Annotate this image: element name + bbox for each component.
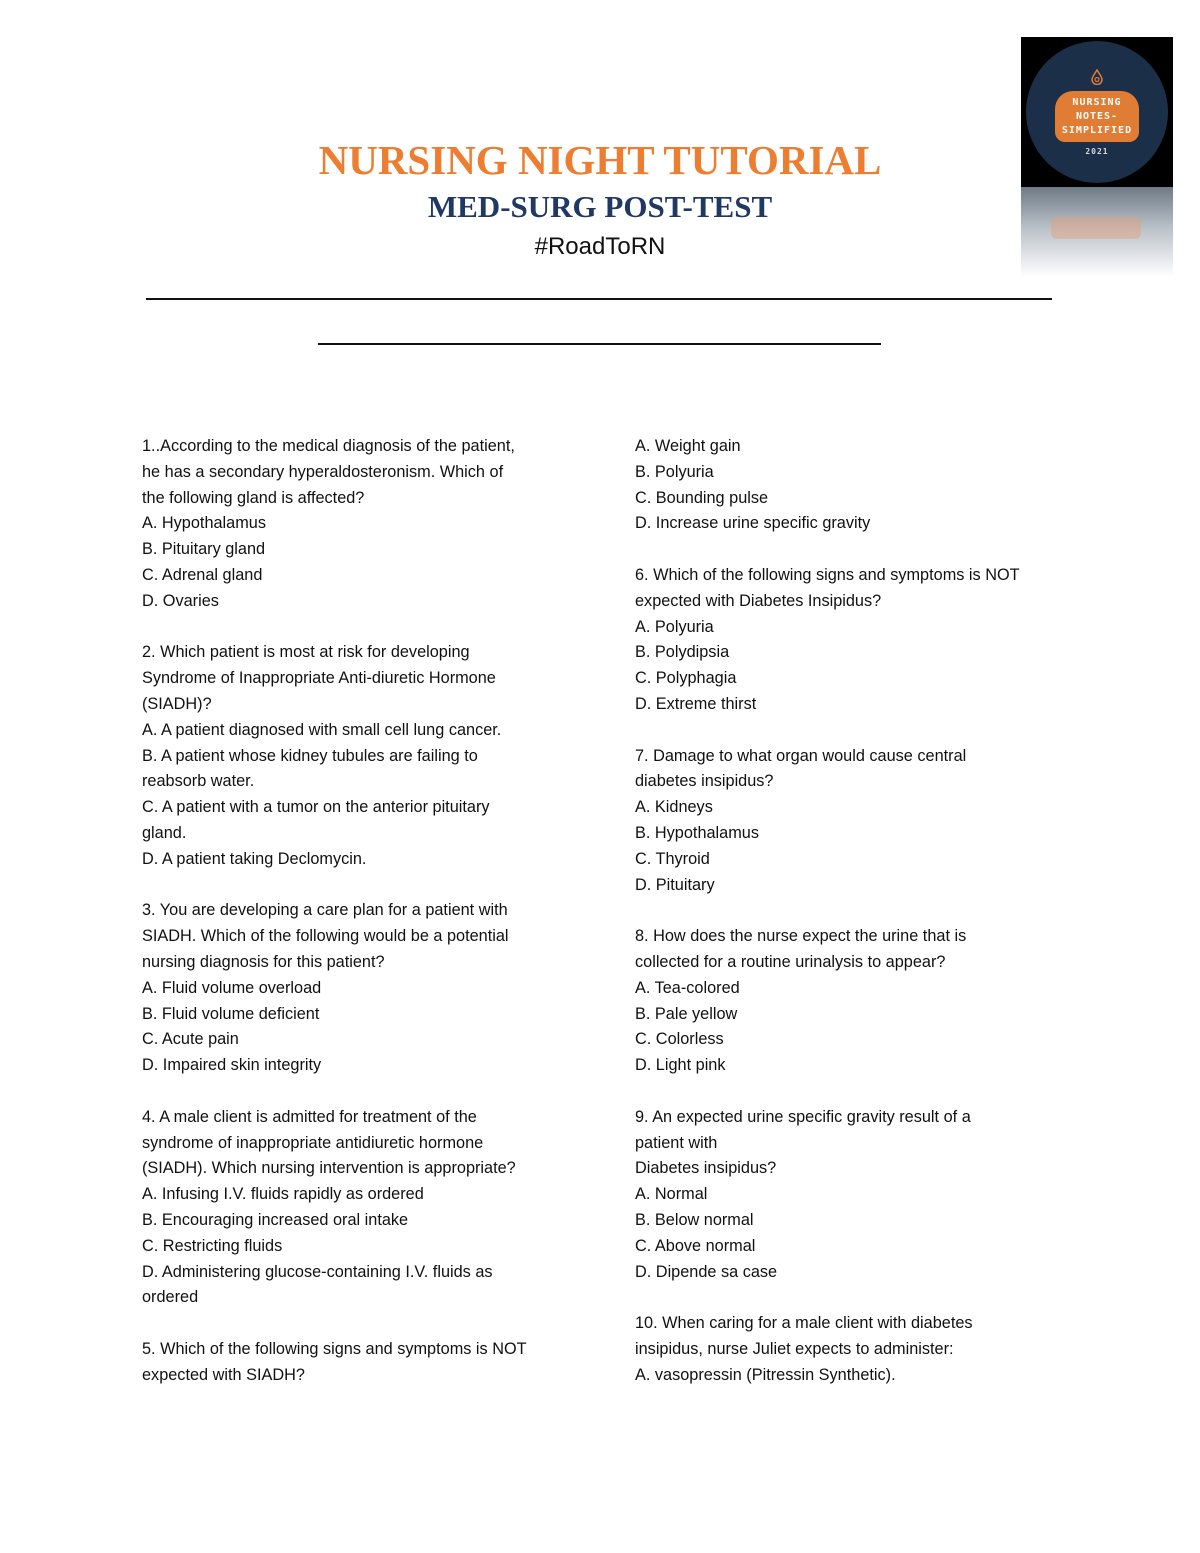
answer-option: A. Tea-colored <box>635 978 740 997</box>
answer-option: D. Ovaries <box>142 591 219 610</box>
answer-option: D. Extreme thirst <box>635 694 757 713</box>
page-title: NURSING NIGHT TUTORIAL <box>318 137 882 183</box>
answer-option: A. A patient diagnosed with small cell lung cancer. <box>142 720 502 739</box>
logo-badge <box>1055 91 1139 142</box>
answer-option: B. A patient whose kidney tubules are failing to <box>142 746 478 765</box>
question-stem-line: expected with Diabetes Insipidus? <box>635 591 882 610</box>
answer-option: C. Thyroid <box>635 849 710 868</box>
question-stem-line: 10. When caring for a male client with diabetes <box>635 1314 973 1333</box>
question-stem-line: (SIADH)? <box>142 694 212 713</box>
divider-line-bottom <box>318 343 881 345</box>
answer-option: B. Polydipsia <box>635 643 730 662</box>
answer-option: D. Light pink <box>635 1056 726 1075</box>
answer-option: C. Acute pain <box>142 1030 239 1049</box>
question-stem-line: patient with <box>635 1133 718 1152</box>
question-stem-line: collected for a routine urinalysis to appear? <box>635 952 946 971</box>
question-block <box>635 434 1075 537</box>
logo-text-line-2: NOTES- <box>1075 110 1119 122</box>
logo-year: 2021 <box>1085 146 1109 156</box>
answer-option: C. A patient with a tumor on the anterior pituitary <box>142 798 490 817</box>
question-block <box>142 434 582 615</box>
answer-option: A. vasopressin (Pitressin Synthetic). <box>635 1365 896 1384</box>
question-block <box>635 1311 1075 1388</box>
answer-option: B. Fluid volume deficient <box>142 1004 320 1023</box>
questions-column-left <box>142 434 582 1414</box>
answer-option: D. Impaired skin integrity <box>142 1056 322 1075</box>
question-stem-line: diabetes insipidus? <box>635 772 774 791</box>
question-block <box>142 1337 582 1389</box>
hashtag: #RoadToRN <box>534 233 666 260</box>
answer-option: C. Adrenal gland <box>142 565 263 584</box>
answer-option: B. Pale yellow <box>635 1004 738 1023</box>
question-stem-line: SIADH. Which of the following would be a potential <box>142 927 509 946</box>
answer-option: A. Normal <box>635 1185 708 1204</box>
answer-option: B. Polyuria <box>635 462 714 481</box>
question-block <box>142 1105 582 1311</box>
question-stem-line: Syndrome of Inappropriate Anti-diuretic Hormone <box>142 669 496 688</box>
question-stem-line: syndrome of inappropriate antidiuretic hormone <box>142 1133 484 1152</box>
answer-option: D. Increase urine specific gravity <box>635 514 871 533</box>
answer-option: D. Dipende sa case <box>635 1262 778 1281</box>
questions-column-right <box>635 434 1075 1414</box>
question-stem-line: (SIADH). Which nursing intervention is appropriate? <box>142 1159 516 1178</box>
question-stem-line: expected with SIADH? <box>142 1365 305 1384</box>
answer-option: C. Restricting fluids <box>142 1236 283 1255</box>
page-header <box>0 136 1200 262</box>
answer-option: A. Fluid volume overload <box>142 978 322 997</box>
question-stem-line: insipidus, nurse Juliet expects to administer: <box>635 1339 954 1358</box>
question-stem-line: nursing diagnosis for this patient? <box>142 952 385 971</box>
question-stem-line: 8. How does the nurse expect the urine that is <box>635 927 967 946</box>
answer-option: B. Pituitary gland <box>142 540 266 559</box>
question-stem-line: 9. An expected urine specific gravity result of a <box>635 1107 971 1126</box>
question-stem-line: Diabetes insipidus? <box>635 1159 777 1178</box>
answer-option: A. Hypothalamus <box>142 514 266 533</box>
answer-option: gland. <box>142 823 187 842</box>
question-stem-line: he has a secondary hyperaldosteronism. Which of <box>142 462 504 481</box>
logo-text-line-3: SIMPLIFIED <box>1061 124 1133 136</box>
question-block <box>635 924 1075 1079</box>
answer-option: D. A patient taking Declomycin. <box>142 849 367 868</box>
answer-option: B. Hypothalamus <box>635 823 759 842</box>
droplet-icon <box>1089 69 1105 85</box>
answer-option: A. Infusing I.V. fluids rapidly as ordered <box>142 1185 424 1204</box>
divider-line-top <box>146 298 1052 300</box>
logo-text-line-1: NURSING <box>1072 96 1122 108</box>
question-stem-line: 3. You are developing a care plan for a patient with <box>142 901 508 920</box>
answer-option: C. Colorless <box>635 1030 724 1049</box>
question-stem-line: 2. Which patient is most at risk for developing <box>142 643 470 662</box>
answer-option: D. Administering glucose-containing I.V. fluids as <box>142 1262 493 1281</box>
answer-option: C. Above normal <box>635 1236 756 1255</box>
question-stem-line: 4. A male client is admitted for treatment of the <box>142 1107 477 1126</box>
question-stem-line: 1..According to the medical diagnosis of the patient, <box>142 437 515 455</box>
question-block <box>635 563 1075 718</box>
answer-option: reabsorb water. <box>142 772 255 791</box>
answer-option: A. Weight gain <box>635 437 741 455</box>
page-subtitle: MED-SURG POST-TEST <box>427 189 773 224</box>
answer-option: A. Polyuria <box>635 617 714 636</box>
question-block <box>142 898 582 1079</box>
question-stem-line: the following gland is affected? <box>142 488 365 507</box>
answer-option: ordered <box>142 1288 199 1307</box>
question-stem-line: 5. Which of the following signs and symptoms is NOT <box>142 1339 527 1358</box>
answer-option: D. Pituitary <box>635 875 715 894</box>
answer-option: A. Kidneys <box>635 798 713 817</box>
answer-option: B. Encouraging increased oral intake <box>142 1210 409 1229</box>
question-stem-line: 6. Which of the following signs and symptoms is NOT <box>635 565 1020 584</box>
answer-option: C. Bounding pulse <box>635 488 769 507</box>
question-block <box>142 640 582 872</box>
question-block <box>635 744 1075 899</box>
answer-option: B. Below normal <box>635 1210 754 1229</box>
question-stem-line: 7. Damage to what organ would cause central <box>635 746 967 765</box>
answer-option: C. Polyphagia <box>635 669 737 688</box>
question-block <box>635 1105 1075 1286</box>
